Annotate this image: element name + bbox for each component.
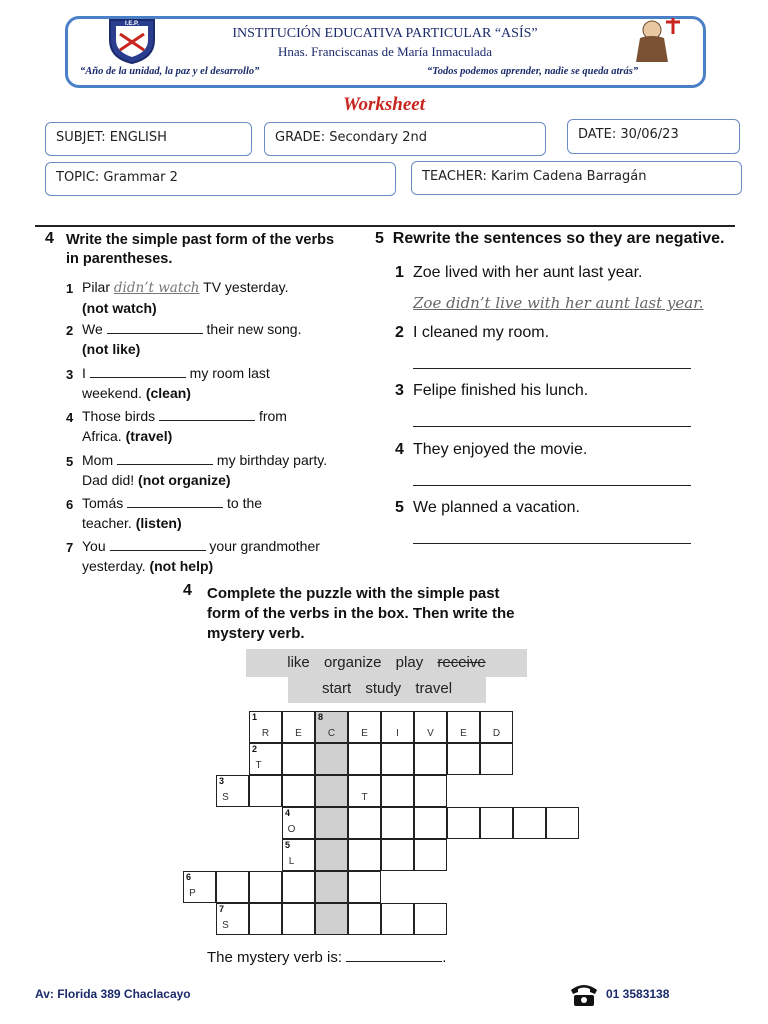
crossword-cell-mystery[interactable] bbox=[315, 711, 348, 743]
word-option-used: receive bbox=[437, 654, 486, 671]
answer-blank[interactable] bbox=[107, 320, 203, 334]
item-number: 5 bbox=[66, 454, 74, 469]
item-text: my room last bbox=[189, 365, 270, 381]
topic-field: TOPIC: Grammar 2 bbox=[45, 162, 396, 196]
word-option: start bbox=[321, 680, 352, 697]
crossword-cell[interactable] bbox=[414, 839, 447, 871]
item-number: 1 bbox=[66, 281, 74, 296]
item-hint: (listen) bbox=[135, 514, 182, 531]
item-number: 4 bbox=[66, 410, 74, 425]
sentence-text: Felipe finished his lunch. bbox=[413, 382, 589, 399]
instruction-line: mystery verb. bbox=[207, 625, 305, 642]
item-hint: (not help) bbox=[149, 557, 214, 574]
crossword-cell[interactable] bbox=[447, 807, 480, 839]
clue-number: 2 bbox=[252, 744, 258, 754]
cell-letter: S bbox=[222, 920, 229, 931]
cell-letter: R bbox=[261, 728, 270, 739]
footer-address: Av: Florida 389 Chaclacayo bbox=[35, 987, 191, 1001]
sentence-number: 3 bbox=[395, 382, 404, 399]
cell-letter: S bbox=[222, 792, 229, 803]
exercise-4-number: 4 bbox=[45, 230, 54, 247]
item-text: my birthday party. bbox=[216, 452, 328, 468]
answer-blank[interactable] bbox=[110, 537, 206, 551]
crossword-cell[interactable] bbox=[546, 807, 579, 839]
crossword-cell[interactable] bbox=[249, 743, 282, 775]
word-box-row-2 bbox=[288, 675, 486, 703]
clue-number: 7 bbox=[219, 904, 225, 914]
crossword-cell[interactable] bbox=[447, 711, 480, 743]
school-subtitle: Hnas. Franciscanas de María Inmaculada bbox=[277, 44, 493, 59]
cell-letter: P bbox=[189, 888, 196, 899]
puzzle-number: 4 bbox=[183, 582, 192, 599]
sentence-text: We planned a vacation. bbox=[413, 499, 580, 516]
item-text: Those birds bbox=[82, 408, 156, 424]
puzzle-instruction bbox=[207, 584, 515, 644]
cell-letter: E bbox=[295, 728, 302, 739]
item-number: 2 bbox=[66, 323, 74, 338]
sentence-number: 2 bbox=[395, 324, 404, 341]
crossword-cell[interactable] bbox=[414, 775, 447, 807]
crossword-cell[interactable] bbox=[381, 775, 414, 807]
crossword-cell[interactable] bbox=[348, 903, 381, 935]
answer-blank[interactable] bbox=[117, 451, 213, 465]
clue-number: 6 bbox=[186, 872, 192, 882]
item-text: Africa. bbox=[82, 427, 122, 444]
list-item bbox=[82, 364, 270, 403]
phone-icon bbox=[568, 978, 600, 1008]
crossword-cell[interactable] bbox=[381, 743, 414, 775]
crossword-cell[interactable] bbox=[216, 903, 249, 935]
answer-line[interactable] bbox=[413, 368, 691, 369]
cell-letter: E bbox=[460, 728, 467, 739]
crossword-cell[interactable] bbox=[348, 807, 381, 839]
teacher-field: TEACHER: Karim Cadena Barragán bbox=[411, 161, 742, 195]
item-text: I bbox=[82, 365, 86, 381]
cell-letter: O bbox=[287, 824, 296, 835]
item-text: Tomás bbox=[82, 495, 124, 511]
crossword-cell[interactable] bbox=[282, 743, 315, 775]
item-hint: (not organize) bbox=[138, 471, 231, 488]
crossword-cell[interactable] bbox=[348, 871, 381, 903]
crossword-cell[interactable] bbox=[414, 807, 447, 839]
item-text: their new song. bbox=[206, 321, 302, 337]
answer-line[interactable] bbox=[413, 543, 691, 544]
crossword-cell[interactable] bbox=[381, 711, 414, 743]
subject-field: SUBJET: ENGLISH bbox=[45, 122, 252, 156]
crossword-cell-mystery[interactable] bbox=[315, 903, 348, 935]
crossword-cell[interactable] bbox=[282, 775, 315, 807]
crossword-cell[interactable] bbox=[216, 775, 249, 807]
cell-letter: I bbox=[396, 728, 399, 739]
item-text: You bbox=[82, 538, 106, 554]
crossword-cell[interactable] bbox=[183, 871, 216, 903]
crossword-cell[interactable] bbox=[480, 743, 513, 775]
crossword-cell-mystery[interactable] bbox=[315, 743, 348, 775]
sentence-number: 1 bbox=[395, 264, 404, 281]
crossword-cell[interactable] bbox=[447, 743, 480, 775]
mystery-verb-line bbox=[207, 948, 446, 966]
date-field: DATE: 30/06/23 bbox=[567, 119, 740, 154]
exercise-4-instruction bbox=[66, 231, 334, 269]
item-text: Pilar bbox=[82, 279, 111, 295]
list-item bbox=[82, 320, 301, 359]
crossword-cell-mystery[interactable] bbox=[315, 871, 348, 903]
item-hint: (not like) bbox=[82, 340, 141, 357]
sentence-number: 4 bbox=[395, 441, 404, 458]
clue-number: 8 bbox=[318, 712, 324, 722]
crossword-cell[interactable] bbox=[249, 903, 282, 935]
crossword-cell[interactable] bbox=[348, 839, 381, 871]
logo-text: I.E.P. bbox=[125, 21, 139, 27]
answer-blank[interactable] bbox=[159, 407, 255, 421]
example-answer: Zoe didn’t live with her aunt last year. bbox=[413, 294, 704, 312]
instruction-line: in parentheses. bbox=[66, 251, 173, 267]
item-number: 6 bbox=[66, 497, 74, 512]
crossword-cell[interactable] bbox=[249, 871, 282, 903]
answer-line[interactable] bbox=[413, 485, 691, 486]
crossword-cell-mystery[interactable] bbox=[315, 807, 348, 839]
list-item bbox=[82, 451, 327, 490]
item-text: to the bbox=[227, 495, 263, 511]
crossword-cell[interactable] bbox=[282, 711, 315, 743]
exercise-5-instruction: Rewrite the sentences so they are negative. bbox=[392, 230, 725, 247]
list-item bbox=[82, 407, 287, 446]
instruction-line: Complete the puzzle with the simple past bbox=[207, 585, 500, 602]
sentence-number: 5 bbox=[395, 499, 404, 516]
crossword-cell[interactable] bbox=[381, 903, 414, 935]
word-box-row-1 bbox=[246, 649, 527, 677]
crossword-cell[interactable] bbox=[282, 839, 315, 871]
word-option: travel bbox=[415, 680, 453, 697]
crossword-cell[interactable] bbox=[282, 871, 315, 903]
crossword-cell[interactable] bbox=[480, 711, 513, 743]
crossword-cell-mystery[interactable] bbox=[315, 775, 348, 807]
crossword-cell[interactable] bbox=[381, 839, 414, 871]
clue-number: 3 bbox=[219, 776, 225, 786]
list-item bbox=[82, 278, 288, 318]
crossword-cell[interactable] bbox=[249, 775, 282, 807]
word-option: study bbox=[365, 680, 402, 697]
cell-letter: T bbox=[361, 792, 368, 803]
crossword-cell[interactable] bbox=[216, 871, 249, 903]
exercise-5-number: 5 bbox=[375, 230, 384, 247]
crossword-cell[interactable] bbox=[348, 711, 381, 743]
crossword-cell[interactable] bbox=[480, 807, 513, 839]
item-text: Dad did! bbox=[82, 471, 135, 488]
cell-letter: L bbox=[288, 856, 295, 867]
exercise-5-heading bbox=[375, 230, 724, 248]
cell-letter: E bbox=[361, 728, 368, 739]
sentence-text: They enjoyed the movie. bbox=[413, 441, 588, 458]
clue-number: 5 bbox=[285, 840, 291, 850]
crossword-cell[interactable] bbox=[249, 711, 282, 743]
crossword-cell[interactable] bbox=[282, 807, 315, 839]
mystery-blank[interactable] bbox=[346, 948, 442, 962]
item-text: teacher. bbox=[82, 514, 132, 531]
item-text: from bbox=[258, 408, 287, 424]
saint-figure-icon bbox=[628, 16, 684, 64]
crossword-cell[interactable] bbox=[414, 711, 447, 743]
cell-letter: D bbox=[492, 728, 501, 739]
item-hint: (travel) bbox=[125, 427, 173, 444]
worksheet-title: Worksheet bbox=[343, 94, 425, 115]
crossword-cell[interactable] bbox=[414, 903, 447, 935]
crossword-cell[interactable] bbox=[513, 807, 546, 839]
word-option: like bbox=[287, 654, 310, 671]
item-text: yesterday. bbox=[82, 557, 146, 574]
mystery-period: . bbox=[442, 949, 447, 966]
answer-line[interactable] bbox=[413, 426, 691, 427]
sentence-text: Zoe lived with her aunt last year. bbox=[413, 264, 643, 281]
crossword-cell[interactable] bbox=[282, 903, 315, 935]
sentence-text: I cleaned my room. bbox=[413, 324, 550, 341]
item-text: Mom bbox=[82, 452, 114, 468]
crossword-cell[interactable] bbox=[381, 807, 414, 839]
crossword-cell[interactable] bbox=[348, 743, 381, 775]
school-name: INSTITUCIÓN EDUCATIVA PARTICULAR “ASÍS” bbox=[232, 26, 538, 41]
cell-letter: V bbox=[427, 728, 434, 739]
list-item bbox=[82, 494, 262, 533]
example-answer: didn’t watch bbox=[113, 280, 200, 296]
clue-number: 1 bbox=[252, 712, 258, 722]
answer-blank[interactable] bbox=[127, 494, 223, 508]
item-number: 3 bbox=[66, 367, 74, 382]
cell-letter: T bbox=[255, 760, 262, 771]
item-text: We bbox=[82, 321, 103, 337]
crossword-cell-mystery[interactable] bbox=[315, 839, 348, 871]
instruction-line: Write the simple past form of the verbs bbox=[66, 232, 335, 248]
clue-number: 4 bbox=[285, 808, 291, 818]
list-item bbox=[82, 537, 320, 576]
answer-blank[interactable] bbox=[90, 364, 186, 378]
section-divider bbox=[35, 225, 735, 227]
mystery-label: The mystery verb is: bbox=[207, 949, 343, 966]
word-option: play bbox=[395, 654, 424, 671]
item-hint: (not watch) bbox=[82, 299, 157, 316]
instruction-line: form of the verbs in the box. Then write the bbox=[207, 605, 515, 622]
item-text: weekend. bbox=[82, 384, 142, 401]
motto-left: “Año de la unidad, la paz y el desarrollo” bbox=[80, 66, 260, 77]
footer-phone: 01 3583138 bbox=[606, 987, 670, 1001]
crossword-cell[interactable] bbox=[348, 775, 381, 807]
word-option: organize bbox=[323, 654, 382, 671]
grade-field: GRADE: Secondary 2nd bbox=[264, 122, 546, 156]
crossword-cell[interactable] bbox=[414, 743, 447, 775]
item-hint: (clean) bbox=[145, 384, 191, 401]
item-number: 7 bbox=[66, 540, 74, 555]
motto-right: “Todos podemos aprender, nadie se queda atrás” bbox=[427, 66, 639, 77]
item-text: your grandmother bbox=[209, 538, 320, 554]
cell-letter: C bbox=[327, 728, 336, 739]
item-text: TV yesterday. bbox=[203, 279, 289, 295]
